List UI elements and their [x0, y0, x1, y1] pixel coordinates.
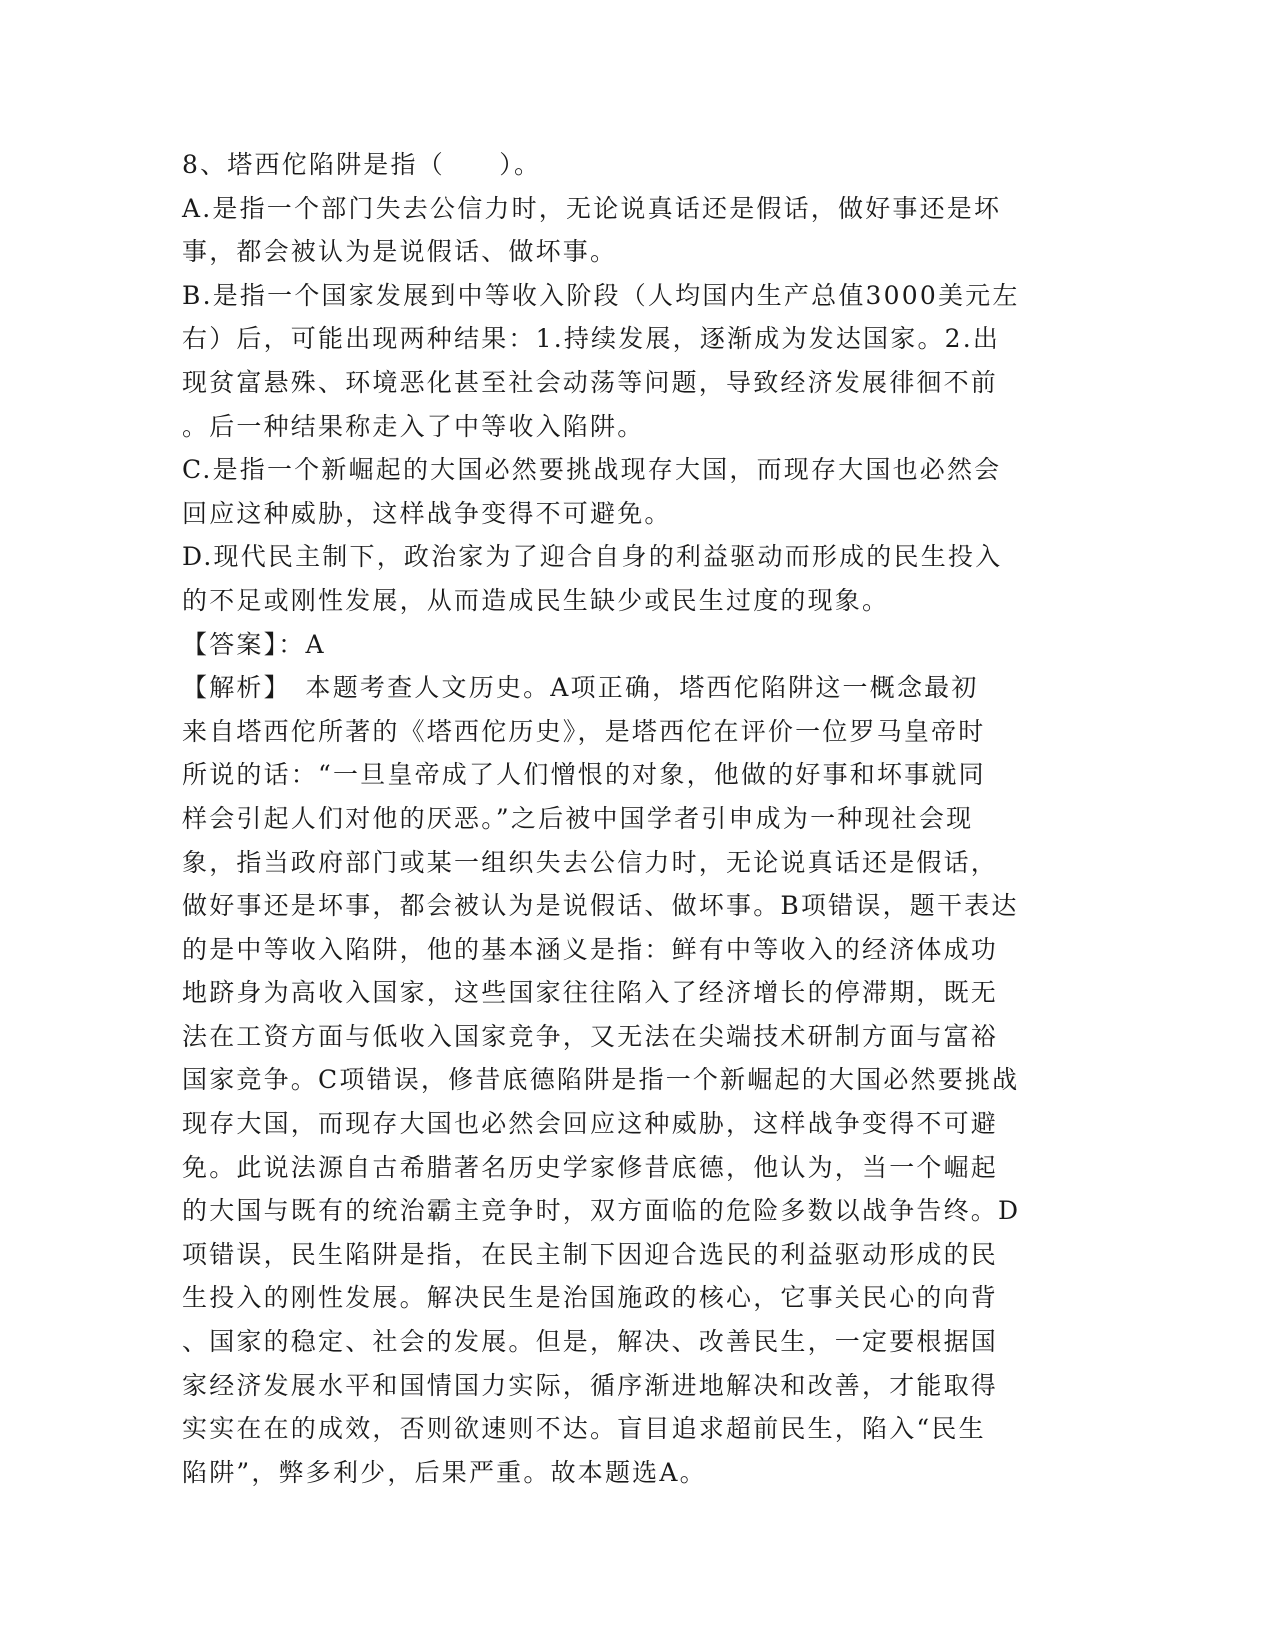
analysis-line: 所说的话：“一旦皇帝成了人们憎恨的对象，他做的好事和坏事就同 — [182, 760, 986, 790]
analysis-line: 样会引起人们对他的厌恶。”之后被中国学者引申成为一种现社会现 — [182, 803, 974, 833]
option-c-line-1: C.是指一个新崛起的大国必然要挑战现存大国，而现存大国也必然会 — [182, 455, 1002, 485]
question-stem: 8、塔西佗陷阱是指（ ）。 — [182, 150, 542, 179]
analysis-line: 实实在在的成效，否则欲速则不达。盲目追求超前民生，陷入“民生 — [182, 1414, 986, 1444]
option-b — [182, 274, 1042, 448]
option-c — [182, 448, 1042, 535]
analysis-line: 现存大国，而现存大国也必然会回应这种威胁，这样战争变得不可避 — [182, 1109, 999, 1139]
option-d-line-1: D.现代民主制下，政治家为了迎合自身的利益驱动而形成的民生投入 — [182, 542, 1003, 572]
analysis-line: 来自塔西佗所著的《塔西佗历史》，是塔西佗在评价一位罗马皇帝时 — [182, 716, 986, 746]
analysis-line: 项错误，民生陷阱是指，在民主制下因迎合选民的利益驱动形成的民 — [182, 1239, 999, 1269]
analysis-line: 地跻身为高收入国家，这些国家往往陷入了经济增长的停滞期，既无 — [182, 978, 999, 1008]
analysis-line: 象，指当政府部门或某一组织失去公信力时，无论说真话还是假话， — [182, 847, 999, 877]
option-b-line-3: 现贫富悬殊、环境恶化甚至社会动荡等问题，导致经济发展徘徊不前 — [182, 367, 999, 397]
document-page — [182, 143, 1042, 1494]
analysis-line: 做好事还是坏事，都会被认为是说假话、做坏事。B项错误，题干表达 — [182, 891, 1019, 921]
analysis-line: 家经济发展水平和国情国力实际，循序渐进地解决和改善，才能取得 — [182, 1370, 999, 1400]
answer-line: 【答案】：A — [182, 629, 326, 659]
option-d — [182, 535, 1042, 622]
analysis-line: 的大国与既有的统治霸主竞争时，双方面临的危险多数以战争告终。D — [182, 1196, 1021, 1226]
option-a-line-1: A.是指一个部门失去公信力时，无论说真话还是假话，做好事还是坏 — [182, 193, 1002, 223]
analysis-block — [182, 666, 1042, 1494]
analysis-line: 陷阱”，弊多利少，后果严重。故本题选A。 — [182, 1457, 707, 1487]
option-b-line-4: 。后一种结果称走入了中等收入陷阱。 — [182, 411, 645, 441]
option-b-line-1: B.是指一个国家发展到中等收入阶段（人均国内生产总值3000美元左 — [182, 280, 1020, 310]
option-b-line-2: 右）后，可能出现两种结果：1.持续发展，逐渐成为发达国家。2.出 — [182, 324, 1001, 354]
option-a — [182, 187, 1042, 274]
analysis-line: 的是中等收入陷阱，他的基本涵义是指：鲜有中等收入的经济体成功 — [182, 934, 999, 964]
option-a-line-2: 事，都会被认为是说假话、做坏事。 — [182, 237, 618, 267]
analysis-line: 、国家的稳定、社会的发展。但是，解决、改善民生，一定要根据国 — [182, 1327, 999, 1357]
analysis-line: 【解析】 本题考查人文历史。A项正确，塔西佗陷阱这一概念最初 — [182, 673, 979, 703]
analysis-line: 免。此说法源自古希腊著名历史学家修昔底德，他认为，当一个崛起 — [182, 1152, 999, 1182]
analysis-line: 国家竞争。C项错误，修昔底德陷阱是指一个新崛起的大国必然要挑战 — [182, 1065, 1020, 1095]
analysis-line: 法在工资方面与低收入国家竞争，又无法在尖端技术研制方面与富裕 — [182, 1021, 999, 1051]
option-c-line-2: 回应这种威胁，这样战争变得不可避免。 — [182, 498, 672, 528]
analysis-line: 生投入的刚性发展。解决民生是治国施政的核心，它事关民心的向背 — [182, 1283, 999, 1313]
option-d-line-2: 的不足或刚性发展，从而造成民生缺少或民生过度的现象。 — [182, 585, 890, 615]
